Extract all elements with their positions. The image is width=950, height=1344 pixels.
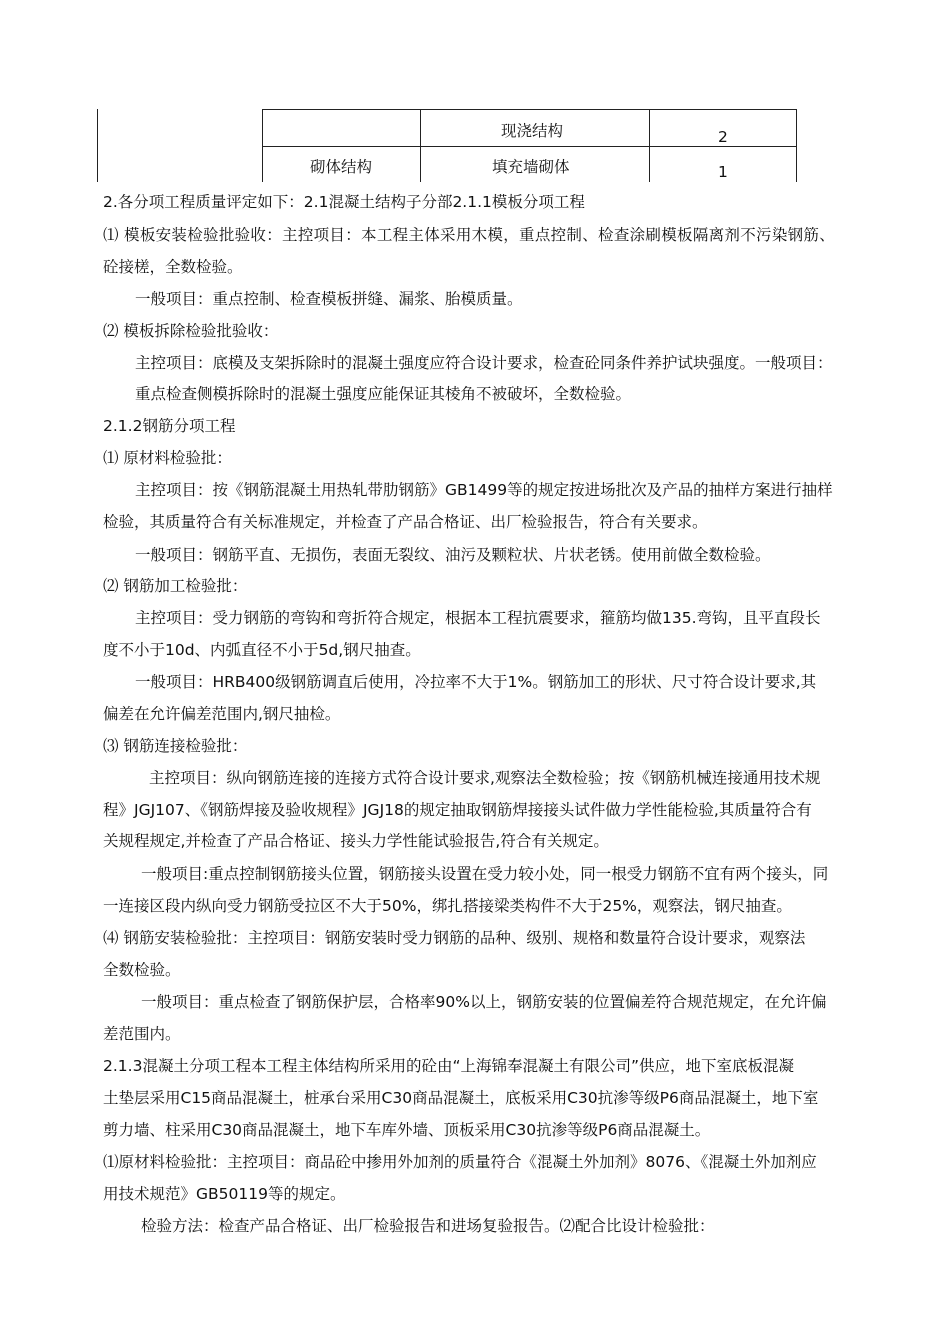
text-line: 主控项目：纵向钢筋连接的连接方式符合设计要求,观察法全数检验；按《钢筋机械连接通用技术规 [149,769,821,787]
quality-table [97,109,797,182]
text-line: 差范围内。 [103,1025,181,1043]
text-line: 主控项目：底模及支架拆除时的混凝土强度应符合设计要求，检查砼同条件养护试块强度。一般项目： [135,354,833,372]
text-line: 一般项目：重点控制、检查模板拼缝、漏浆、胎模质量。 [135,290,523,308]
table-rule [262,146,797,147]
table-cell: 填充墙砌体 [492,158,570,176]
text-line: 检验，其质量符合有关标准规定，并检查了产品合格证、出厂检验报告，符合有关要求。 [103,513,708,531]
text-line: 2.各分项工程质量评定如下：2.1混凝土结构子分部2.1.1模板分项工程 [103,193,585,211]
table-rule [262,109,797,110]
text-line: 偏差在允许偏差范围内,钢尺抽检。 [103,705,341,723]
table-rule [796,109,797,182]
table-cell: 现浇结构 [501,122,564,140]
text-line: ⑴ 模板安装检验批验收：主控项目：本工程主体采用木模，重点控制、检查涂刷模板隔离剂不污染钢筋、 [103,226,836,244]
text-line: 关规程规定,并检查了产品合格证、接头力学性能试验报告,符合有关规定。 [103,832,609,850]
text-line: 度不小于10d、内弧直径不小于5d,钢尺抽查。 [103,641,421,659]
text-line: 主控项目：按《钢筋混凝土用热轧带肋钢筋》GB1499等的规定按进场批次及产品的抽样方案进行抽样 [135,481,833,499]
text-line: ⑷ 钢筋安装检验批：主控项目：钢筋安装时受力钢筋的品种、级别、规格和数量符合设计要求，观察法 [103,929,806,947]
text-line: 土垫层采用C15商品混凝土，桩承台采用C30商品混凝土，底板采用C30抗渗等级P6商品混凝土，地下室 [103,1089,819,1107]
text-line: 一连接区段内纵向受力钢筋受拉区不大于50%，绑扎搭接梁类构件不大于25%，观察法，钢尺抽查。 [103,897,792,915]
table-cell: 砌体结构 [310,158,373,176]
text-line: 用技术规范》GB50119等的规定。 [103,1185,346,1203]
text-line: 2.1.2钢筋分项工程 [103,417,236,435]
text-line: 主控项目：受力钢筋的弯钩和弯折符合规定，根据本工程抗震要求，箍筋均做135.弯钩，且平直段长 [135,609,821,627]
table-rule [420,109,421,182]
text-line: 重点检查侧模拆除时的混凝土强度应能保证其棱角不被破坏，全数检验。 [135,385,632,403]
text-line: 砼接槎，全数检验。 [103,258,243,276]
text-line: 一般项目：钢筋平直、无损伤，表面无裂纹、油污及颗粒状、片状老锈。使用前做全数检验。 [135,546,771,564]
text-line: 全数检验。 [103,961,181,979]
text-line: 一般项目:重点控制钢筋接头位置，钢筋接头设置在受力较小处，同一根受力钢筋不宜有两个接头，同 [141,865,829,883]
table-rule [97,109,98,182]
table-rule [649,109,650,182]
table-cell: 2 [718,128,728,146]
text-line: 检验方法：检查产品合格证、出厂检验报告和进场复验报告。⑵配合比设计检验批： [141,1217,715,1235]
table-cell: 1 [718,163,728,181]
table-rule [262,109,263,182]
text-line: ⑴原材料检验批：主控项目：商品砼中掺用外加剂的质量符合《混凝土外加剂》8076、《混凝土外加剂应 [103,1153,817,1171]
text-line: 剪力墙、柱采用C30商品混凝土，地下车库外墙、顶板采用C30抗渗等级P6商品混凝土。 [103,1121,711,1139]
text-line: 2.1.3混凝土分项工程本工程主体结构所采用的砼由“上海锦奉混凝土有限公司”供应，地下室底板混凝 [103,1057,795,1075]
text-line: 程》JGJ107、《钢筋焊接及验收规程》JGJ18的规定抽取钢筋焊接接头试件做力学性能检验,其质量符合有 [103,801,812,819]
text-line: ⑴ 原材料检验批： [103,449,232,467]
text-line: 一般项目：HRB400级钢筋调直后使用，冷拉率不大于1%。钢筋加工的形状、尺寸符合设计要求,其 [135,673,817,691]
text-line: 一般项目：重点检查了钢筋保护层，合格率90%以上，钢筋安装的位置偏差符合规范规定，在允许偏 [141,993,827,1011]
text-line: ⑵ 模板拆除检验批验收： [103,322,279,340]
text-line: ⑶ 钢筋连接检验批： [103,737,248,755]
text-line: ⑵ 钢筋加工检验批： [103,577,248,595]
